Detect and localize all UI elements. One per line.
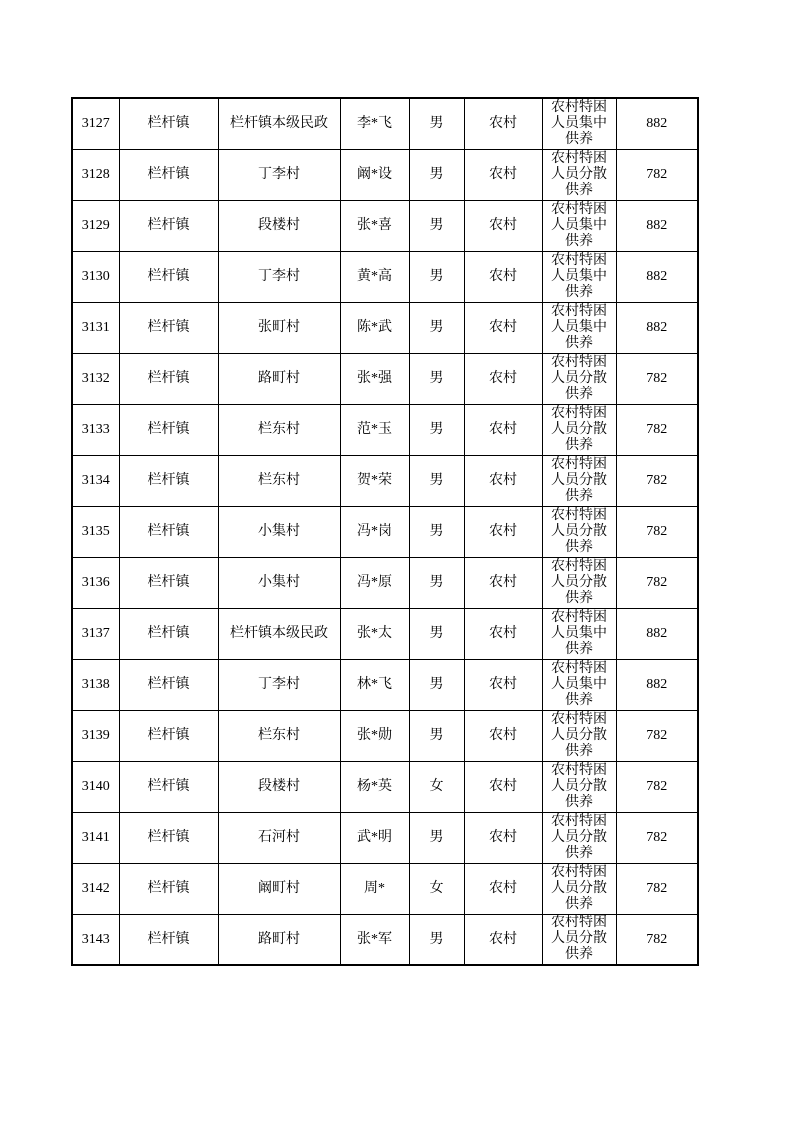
cell-amount: 782 [616,149,698,200]
cell-village: 张町村 [218,302,340,353]
category-text: 农村特困人员集中供养 [550,252,607,300]
cell-gender: 男 [409,302,464,353]
cell-sequence-number: 3133 [72,404,119,455]
cell-region: 农村 [464,98,542,149]
cell-category [542,200,616,251]
cell-village: 段楼村 [218,761,340,812]
assistance-records-table [71,97,699,966]
cell-category [542,506,616,557]
cell-sequence-number: 3132 [72,353,119,404]
category-text: 农村特困人员分散供养 [550,864,607,912]
cell-category [542,557,616,608]
category-text: 农村特困人员分散供养 [550,405,607,453]
cell-category [542,761,616,812]
cell-sequence-number: 3139 [72,710,119,761]
cell-gender: 男 [409,404,464,455]
cell-person-name: 林*飞 [340,659,409,710]
cell-town: 栏杆镇 [119,863,218,914]
cell-amount: 782 [616,557,698,608]
category-text: 农村特困人员集中供养 [550,609,607,657]
table-row [72,149,698,200]
cell-amount: 882 [616,659,698,710]
category-text: 农村特困人员分散供养 [550,456,607,504]
cell-village: 丁李村 [218,251,340,302]
cell-sequence-number: 3141 [72,812,119,863]
category-text: 农村特困人员分散供养 [550,762,607,810]
cell-category [542,455,616,506]
cell-person-name: 阚*设 [340,149,409,200]
cell-amount: 882 [616,200,698,251]
table-row [72,659,698,710]
cell-town: 栏杆镇 [119,353,218,404]
cell-amount: 782 [616,404,698,455]
cell-amount: 882 [616,251,698,302]
cell-town: 栏杆镇 [119,761,218,812]
cell-village: 路町村 [218,914,340,965]
cell-amount: 782 [616,761,698,812]
cell-amount: 882 [616,302,698,353]
category-text: 农村特困人员分散供养 [550,711,607,759]
cell-region: 农村 [464,914,542,965]
cell-town: 栏杆镇 [119,812,218,863]
category-text: 农村特困人员集中供养 [550,201,607,249]
cell-category [542,302,616,353]
cell-person-name: 张*勋 [340,710,409,761]
cell-town: 栏杆镇 [119,302,218,353]
table-row [72,98,698,149]
cell-town: 栏杆镇 [119,506,218,557]
cell-category [542,812,616,863]
category-text: 农村特困人员分散供养 [550,915,607,963]
cell-person-name: 陈*武 [340,302,409,353]
cell-village: 阚町村 [218,863,340,914]
table-row [72,863,698,914]
cell-gender: 男 [409,557,464,608]
cell-person-name: 杨*英 [340,761,409,812]
table-row [72,302,698,353]
cell-person-name: 黄*高 [340,251,409,302]
cell-amount: 782 [616,506,698,557]
cell-sequence-number: 3135 [72,506,119,557]
category-text: 农村特困人员集中供养 [550,303,607,351]
cell-amount: 782 [616,455,698,506]
table-row [72,710,698,761]
cell-gender: 男 [409,812,464,863]
cell-sequence-number: 3128 [72,149,119,200]
cell-amount: 782 [616,914,698,965]
cell-sequence-number: 3138 [72,659,119,710]
cell-person-name: 张*军 [340,914,409,965]
cell-town: 栏杆镇 [119,455,218,506]
cell-sequence-number: 3134 [72,455,119,506]
cell-person-name: 张*强 [340,353,409,404]
cell-category [542,710,616,761]
cell-category [542,353,616,404]
cell-sequence-number: 3136 [72,557,119,608]
cell-region: 农村 [464,506,542,557]
cell-region: 农村 [464,149,542,200]
category-text: 农村特困人员集中供养 [550,99,607,147]
cell-amount: 782 [616,812,698,863]
cell-town: 栏杆镇 [119,404,218,455]
table-row [72,761,698,812]
cell-region: 农村 [464,761,542,812]
cell-region: 农村 [464,812,542,863]
cell-town: 栏杆镇 [119,557,218,608]
table-row [72,557,698,608]
cell-person-name: 贺*荣 [340,455,409,506]
cell-region: 农村 [464,608,542,659]
cell-person-name: 张*太 [340,608,409,659]
table-row [72,812,698,863]
cell-village: 栏东村 [218,710,340,761]
cell-town: 栏杆镇 [119,200,218,251]
cell-village: 丁李村 [218,149,340,200]
cell-region: 农村 [464,404,542,455]
cell-gender: 男 [409,149,464,200]
table-row [72,506,698,557]
cell-gender: 男 [409,710,464,761]
cell-category [542,251,616,302]
cell-village: 栏杆镇本级民政 [218,608,340,659]
category-text: 农村特困人员分散供养 [550,354,607,402]
cell-gender: 男 [409,353,464,404]
category-text: 农村特困人员分散供养 [550,150,607,198]
cell-amount: 782 [616,353,698,404]
cell-village: 小集村 [218,506,340,557]
cell-sequence-number: 3129 [72,200,119,251]
cell-region: 农村 [464,710,542,761]
cell-region: 农村 [464,659,542,710]
cell-village: 丁李村 [218,659,340,710]
cell-region: 农村 [464,302,542,353]
cell-region: 农村 [464,455,542,506]
cell-category [542,659,616,710]
cell-gender: 男 [409,455,464,506]
cell-town: 栏杆镇 [119,710,218,761]
category-text: 农村特困人员分散供养 [550,558,607,606]
category-text: 农村特困人员分散供养 [550,507,607,555]
cell-town: 栏杆镇 [119,659,218,710]
table-row [72,200,698,251]
cell-town: 栏杆镇 [119,608,218,659]
cell-sequence-number: 3130 [72,251,119,302]
cell-person-name: 周* [340,863,409,914]
cell-village: 石河村 [218,812,340,863]
cell-category [542,149,616,200]
cell-amount: 782 [616,710,698,761]
table-row [72,455,698,506]
cell-amount: 882 [616,608,698,659]
cell-amount: 782 [616,863,698,914]
cell-village: 小集村 [218,557,340,608]
cell-gender: 男 [409,506,464,557]
cell-village: 栏杆镇本级民政 [218,98,340,149]
category-text: 农村特困人员分散供养 [550,813,607,861]
table-row [72,251,698,302]
cell-sequence-number: 3131 [72,302,119,353]
table-row [72,404,698,455]
cell-gender: 男 [409,98,464,149]
cell-region: 农村 [464,200,542,251]
cell-sequence-number: 3142 [72,863,119,914]
cell-sequence-number: 3140 [72,761,119,812]
cell-region: 农村 [464,251,542,302]
cell-town: 栏杆镇 [119,98,218,149]
cell-gender: 男 [409,608,464,659]
table-row [72,914,698,965]
cell-sequence-number: 3137 [72,608,119,659]
cell-person-name: 冯*岗 [340,506,409,557]
cell-village: 栏东村 [218,455,340,506]
cell-sequence-number: 3143 [72,914,119,965]
cell-person-name: 冯*原 [340,557,409,608]
cell-person-name: 范*玉 [340,404,409,455]
cell-town: 栏杆镇 [119,149,218,200]
category-text: 农村特困人员集中供养 [550,660,607,708]
cell-gender: 男 [409,200,464,251]
table-body [72,98,698,965]
cell-village: 栏东村 [218,404,340,455]
table-row [72,353,698,404]
cell-category [542,404,616,455]
cell-village: 段楼村 [218,200,340,251]
cell-category [542,863,616,914]
table-row [72,608,698,659]
cell-person-name: 武*明 [340,812,409,863]
cell-region: 农村 [464,353,542,404]
cell-category [542,608,616,659]
cell-sequence-number: 3127 [72,98,119,149]
cell-region: 农村 [464,863,542,914]
cell-town: 栏杆镇 [119,914,218,965]
cell-gender: 女 [409,761,464,812]
cell-category [542,98,616,149]
cell-gender: 女 [409,863,464,914]
cell-amount: 882 [616,98,698,149]
cell-person-name: 李*飞 [340,98,409,149]
cell-category [542,914,616,965]
cell-village: 路町村 [218,353,340,404]
cell-gender: 男 [409,914,464,965]
cell-gender: 男 [409,659,464,710]
cell-region: 农村 [464,557,542,608]
cell-person-name: 张*喜 [340,200,409,251]
cell-gender: 男 [409,251,464,302]
cell-town: 栏杆镇 [119,251,218,302]
